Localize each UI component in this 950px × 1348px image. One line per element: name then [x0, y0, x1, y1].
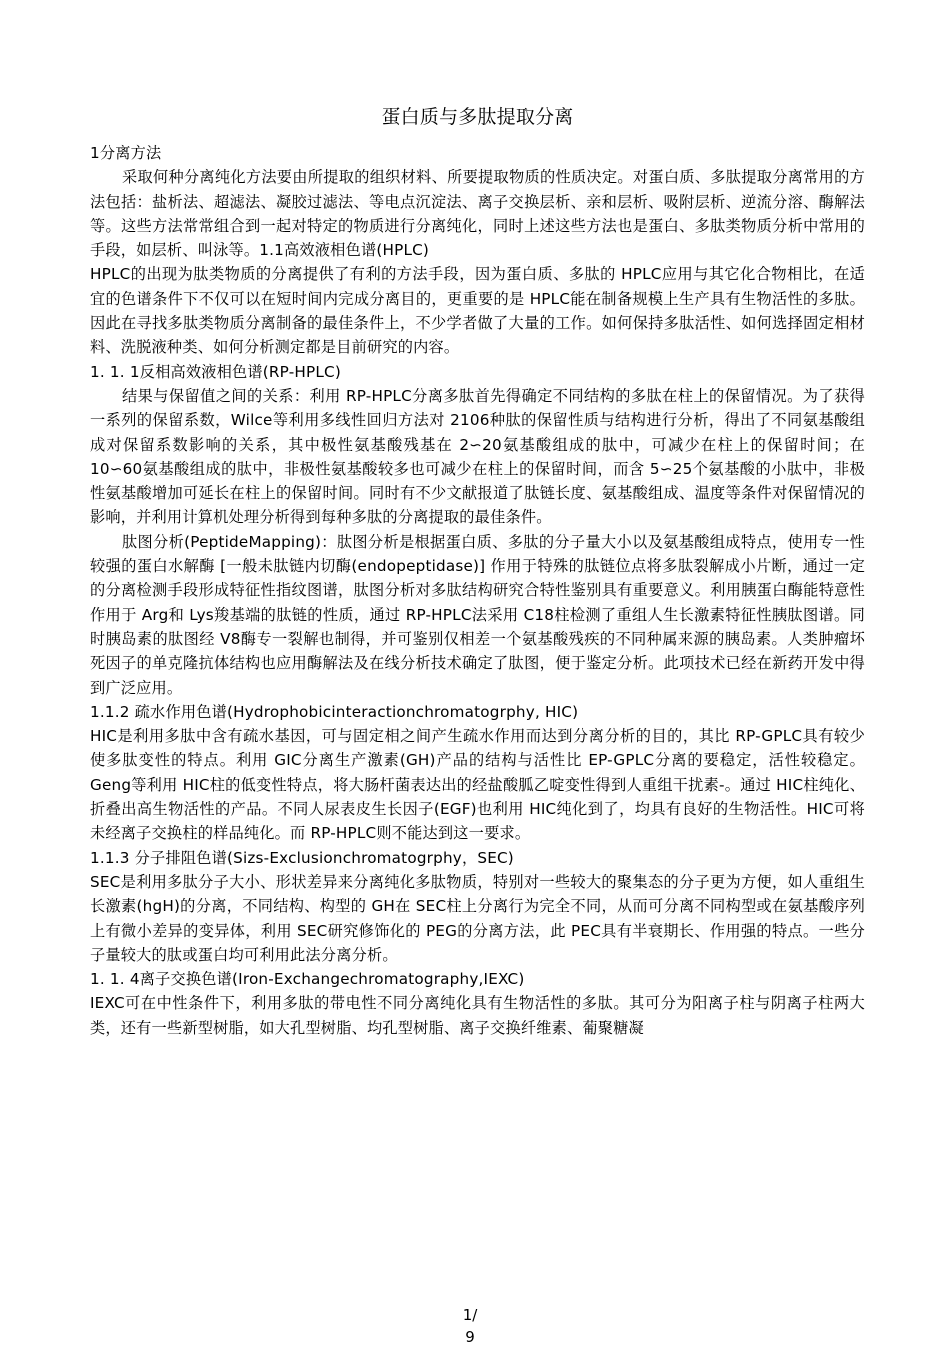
section-heading-1-1-1: 1. 1. 1反相高效液相色谱(RP-HPLC) [90, 362, 341, 381]
document-title: 蛋白质与多肽提取分离 [381, 106, 574, 128]
paragraph: IEXC可在中性条件下，利用多肽的带电性不同分离纯化具有生物活性的多肽。其可分为阳离子柱与阴离子柱两大类，还有一些新型树脂，如大孔型树脂、均孔型树脂、离子交换纤维素、葡聚糖凝 [90, 994, 865, 1037]
paragraph: HPLC的出现为肽类物质的分离提供了有利的方法手段，因为蛋白质、多肽的 HPLC应用与其它化合物相比，在适宜的色谱条件下不仅可以在短时间内完成分离目的，更重要的是 HPLC能在制备规模上生产具有生物活性的多肽。因此在寻找多肽类物质分离制备的最佳条件上，不少学者做了大量的工作。如何保持多肽活性、如何选择固定相材料、洗脱液种类、如何分析测定都是目前研究的内容。 [90, 265, 865, 357]
page-number-total: 9 [465, 1328, 475, 1346]
paragraph: HIC是利用多肽中含有疏水基因，可与固定相之间产生疏水作用而达到分离分析的目的，其比 RP-GPLC具有较少使多肽变性的特点。利用 GIC分离生产激素(GH)产品的结构与活性比 EP-GPLC分离的要稳定，活性较稳定。Geng等利用 HIC柱的低变性特点，将大肠杆菌表达出的经盐酸胍乙啶变性得到人重组干扰素-。通过 HIC柱纯化、折叠出高生物活性的产品。不同人尿表皮生长因子(EGF)也利用 HIC纯化到了，均具有良好的生物活性。HIC可将未经离子交换柱的样品纯化。而 RP-HPLC则不能达到这一要求。 [90, 727, 865, 843]
page-number [440, 1304, 500, 1348]
section-heading-1: 1分离方法 [90, 144, 162, 162]
paragraph: 结果与保留值之间的关系：利用 RP-HPLC分离多肽首先得确定不同结构的多肽在柱上的保留情况。为了获得一系列的保留系数，Wilce等利用多线性回归方法对 2106种肽的保留性质与结构进行分析，得出了不同氨基酸组成对保留系数影响的关系，其中极性氨基酸残基在 2∽20氨基酸组成的肽中，可减少在柱上的保留时间；在 10∽60氨基酸组成的肽中，非极性氨基酸较多也可减少在柱上的保留时间，而含 5∽25个氨基酸的小肽中，非极性氨基酸增加可延长在柱上的保留时间。同时有不少文献报道了肽链长度、氨基酸组成、温度等条件对保留情况的影响，并利用计算机处理分析得到每种多肽的分离提取的最佳条件。 [90, 386, 865, 527]
paragraph: 肽图分析(PeptideMapping)：肽图分析是根据蛋白质、多肽的分子量大小以及氨基酸组成特点，使用专一性较强的蛋白水解酶 [一般未肽链内切酶(endopeptidase)] 作用于特殊的肽链位点将多肽裂解成小片断，通过一定的分离检测手段形成特征性指纹图谱，肽图分析对多肽结构研究合特性鉴别具有重要意义。利用胰蛋白酶能特意性作用于 Arg和 Lys羧基端的肽链的性质，通过 RP-HPLC法采用 C18柱检测了重组人生长激素特征性胰肽图谱。同时胰岛素的肽图经 V8酶专一裂解也制得，并可鉴别仅相差一个氨基酸残疾的不同种属来源的胰岛素。人类肿瘤坏死因子的单克隆抗体结构也应用酶解法及在线分析技术确定了肽图，便于鉴定分析。此项技术已经在新药开发中得到广泛应用。 [90, 532, 865, 697]
paragraph: 采取何种分离纯化方法要由所提取的组织材料、所要提取物质的性质决定。对蛋白质、多肽提取分离常用的方法包括：盐析法、超滤法、凝胶过滤法、等电点沉淀法、离子交换层析、亲和层析、吸附层析、逆流分溶、酶解法等。这些方法常常组合到一起对特定的物质进行分离纯化，同时上述这些方法也是蛋白、多肽类物质分析中常用的手段，如层析、叫泳等。1.1高效液相色谱(HPLC) [90, 168, 865, 260]
section-heading-1-1-3: 1.1.3 分子排阻色谱(Sizs-Exclusionchromatogrphy，SEC) [90, 848, 514, 867]
section-heading-1-1-2: 1.1.2 疏水作用色谱(Hydrophobicinteractionchromatogrphy, HIC) [90, 702, 579, 721]
page-number-current: 1/ [462, 1306, 478, 1324]
section-heading-1-1-4: 1. 1. 4离子交换色谱(Iron-Exchangechromatography,IEXC) [90, 970, 525, 989]
document-body [90, 104, 865, 1040]
paragraph: SEC是利用多肽分子大小、形状差异来分离纯化多肽物质，特别对一些较大的聚集态的分子更为方便，如人重组生长激素(hgH)的分离，不同结构、构型的 GH在 SEC柱上分离行为完全不同，从而可分离不同构型或在氨基酸序列上有微小差异的变异体，利用 SEC研究修饰化的 PEG的分离方法，此 PEC具有半衰期长、作用强的特点。一些分子量较大的肽或蛋白均可利用此法分离分析。 [90, 872, 865, 964]
